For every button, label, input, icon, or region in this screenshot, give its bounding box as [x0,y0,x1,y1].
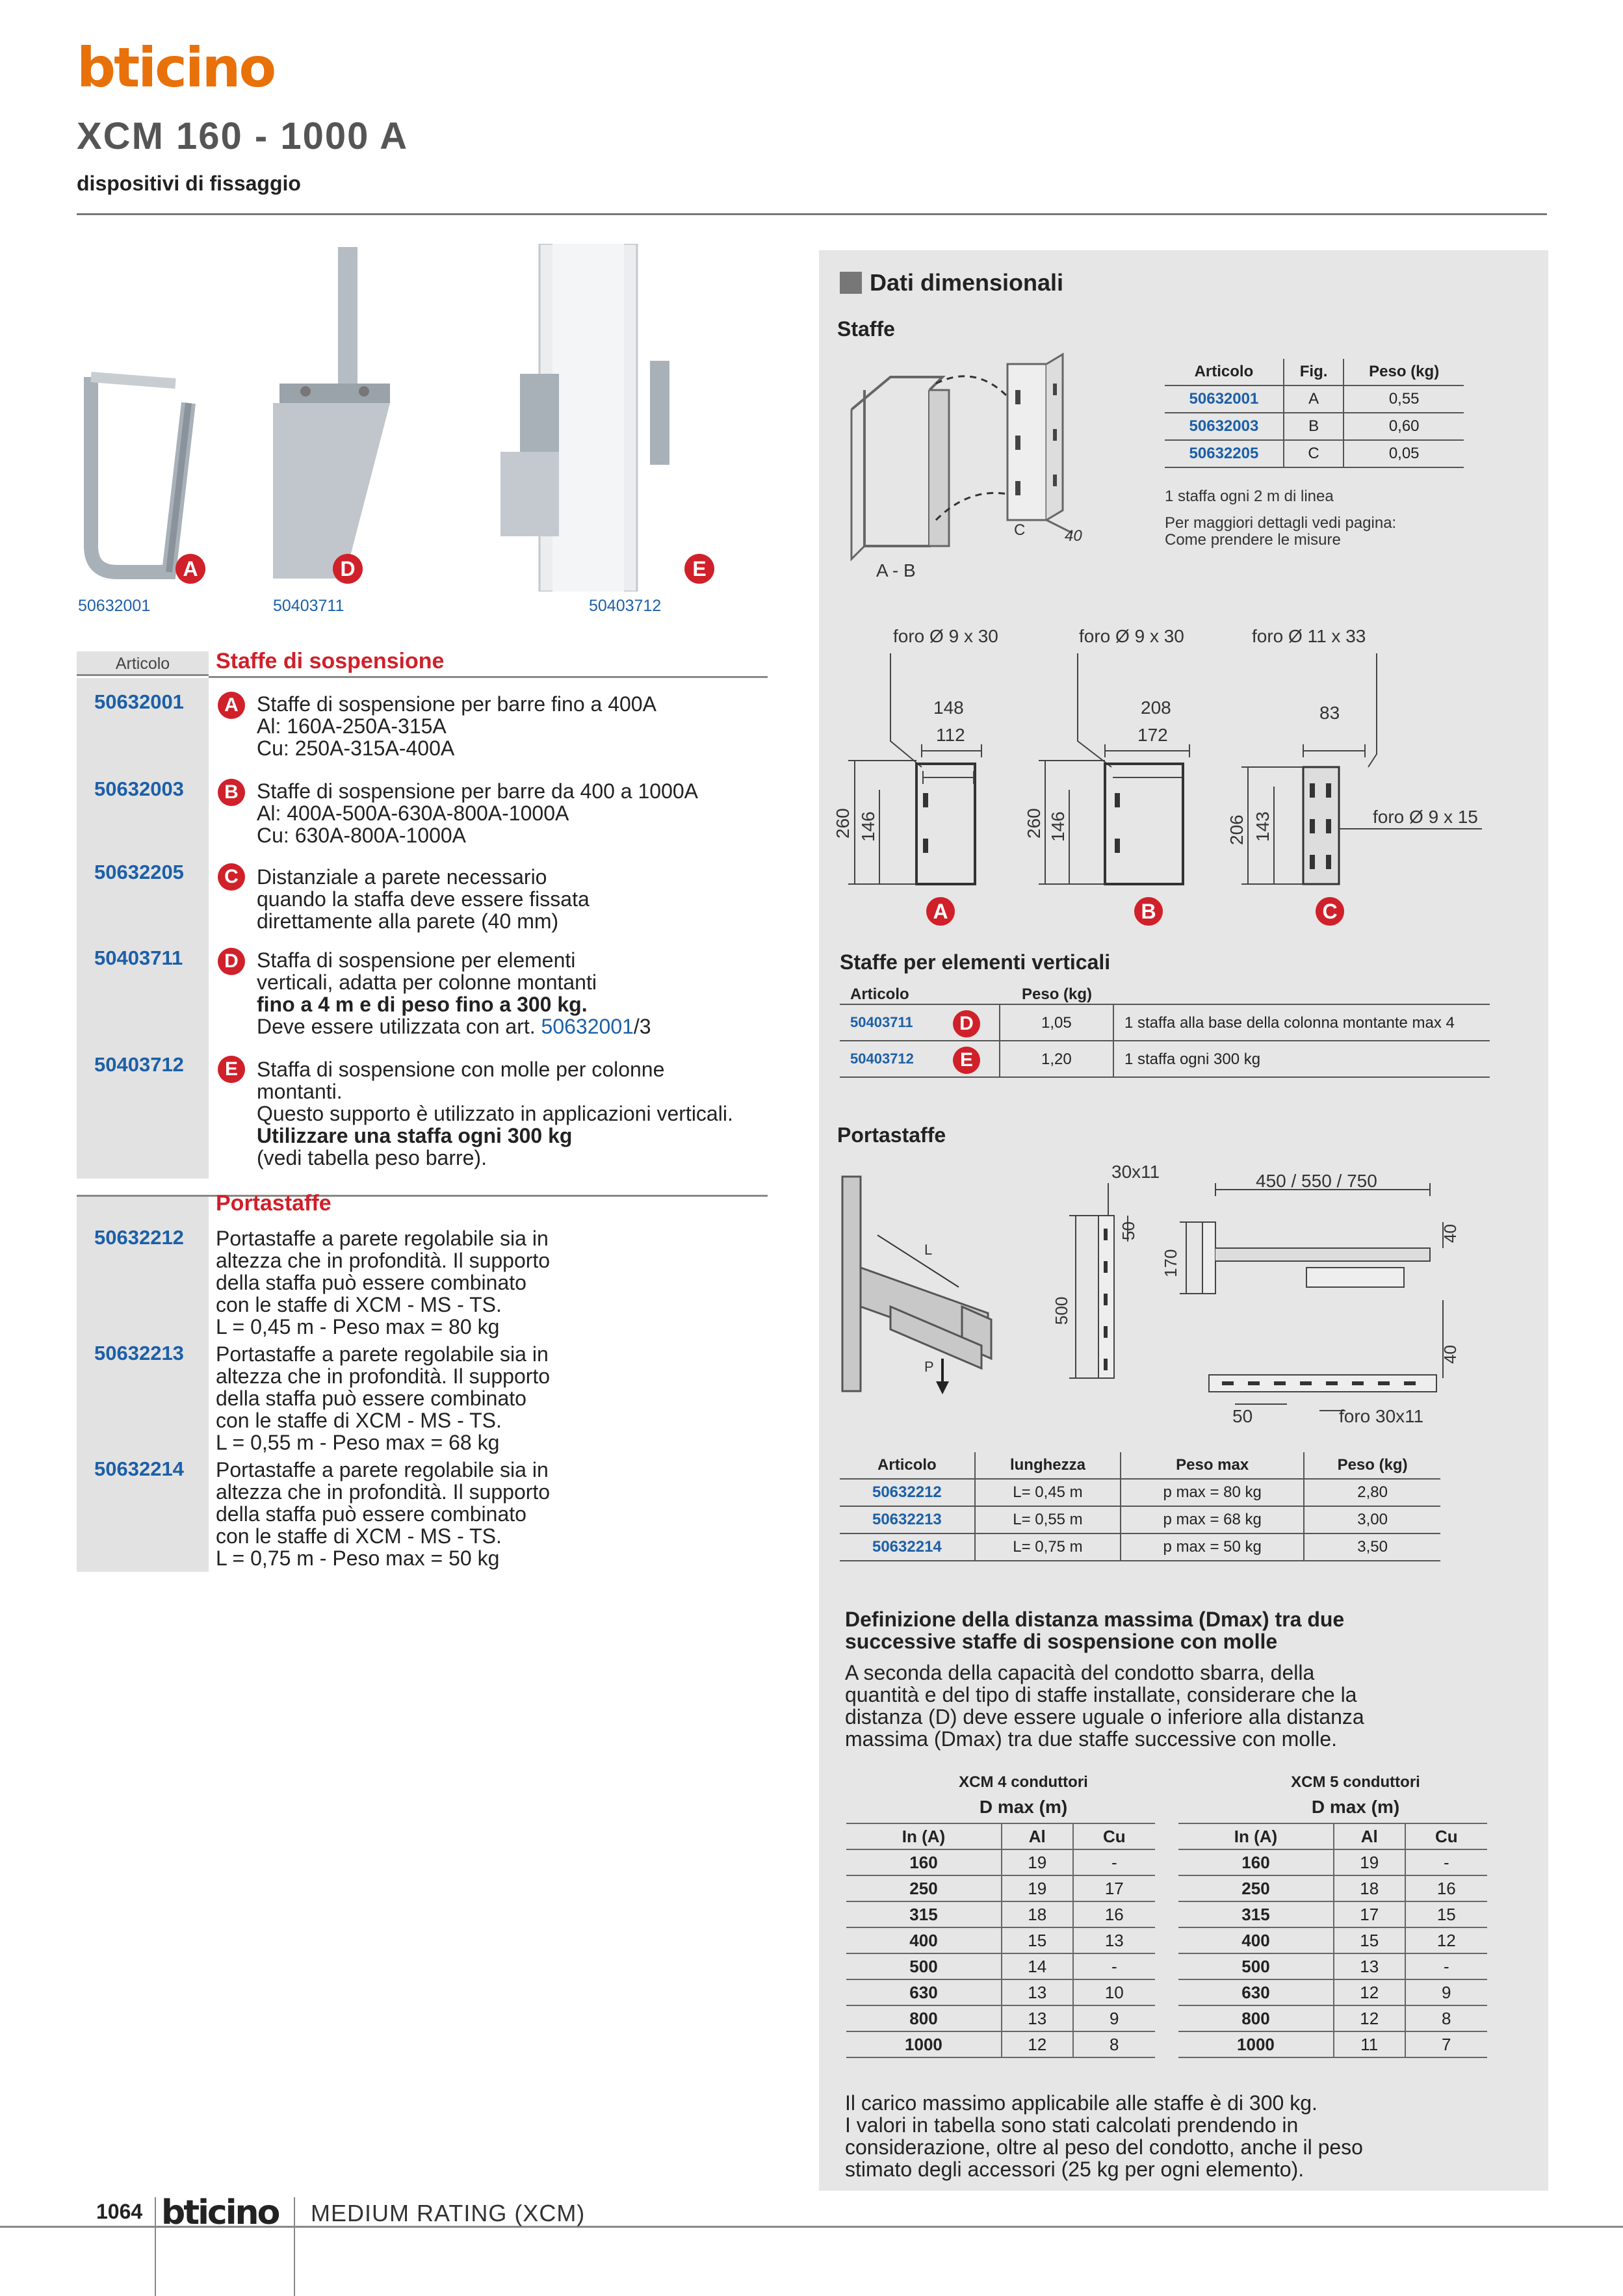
cell: L= 0,55 m [975,1506,1121,1533]
table-row [1178,2031,1487,2057]
table-header-row [846,1823,1155,1849]
cell-badge: D [953,1010,980,1037]
staffe-item-desc: Staffe di sospensione per barre da 400 a 1000A Al: 400A-500A-630A-800A-1000A Cu: 630A-800A-1000A [257,779,699,847]
cell: 3,50 [1304,1533,1440,1561]
header-rule [77,213,1547,215]
portastaffe-item-code[interactable]: 50632213 [94,1342,184,1364]
table-row [846,1927,1155,1953]
cu-cell: 15 [1405,1901,1487,1927]
dim-a-w2: 112 [936,725,965,745]
page-number: 1064 [96,2200,143,2223]
page-subtitle: dispositivi di fissaggio [77,172,301,195]
in-cell: 315 [1178,1901,1334,1927]
in-cell: 630 [846,1979,1002,2005]
table-row [840,1479,1440,1506]
staffe-code-column [77,678,209,1179]
vert-table [840,982,1490,1078]
table-row [1178,1901,1487,1927]
al-cell: 15 [1334,1927,1405,1953]
portastaffe-table [840,1452,1440,1561]
th: Articolo [1165,359,1284,385]
table-row [846,1849,1155,1875]
cell[interactable]: 50403712 [850,1050,914,1067]
photo-code-e[interactable]: 50403712 [589,597,662,615]
table-row [840,1506,1440,1533]
photo-a [71,364,201,585]
cell[interactable]: 50632205 [1165,440,1284,467]
al-cell: 13 [1002,1979,1073,2005]
cu-cell: - [1073,1953,1155,1979]
cell: 3,00 [1304,1506,1440,1533]
portastaffe-code-column [77,1197,209,1572]
th: Fig. [1284,359,1344,385]
table-row [1165,440,1464,467]
in-cell: 1000 [1178,2031,1334,2057]
al-cell: 12 [1002,2031,1073,2057]
in-cell: 630 [1178,1979,1334,2005]
cell-badge: E [953,1047,980,1074]
table-row [846,1901,1155,1927]
dmax-title: Definizione della distanza massima (Dmax) tra due successive staffe di sospensione con molle [845,1608,1345,1653]
ps-dim-d7: 40 [1440,1345,1460,1364]
dim-c-foro: foro Ø 11 x 33 [1252,626,1366,646]
table-row [840,1533,1440,1561]
table-row [846,1875,1155,1901]
cell: 0,60 [1344,413,1464,440]
table-row [1178,2005,1487,2031]
dim-b-foro: foro Ø 9 x 30 [1079,626,1184,646]
cu-cell: - [1405,1953,1487,1979]
dmax-table-4 [846,1773,1155,2058]
table-row [846,2031,1155,2057]
ps-dim-d3: 50 [1119,1221,1138,1240]
al-cell: 19 [1002,1875,1073,1901]
dim-a-h2: 146 [858,811,878,842]
fig-40-label: 40 [1065,527,1082,545]
ps-dim-d5: 40 [1440,1224,1460,1243]
al-cell: 19 [1002,1849,1073,1875]
cell: 1,20 [1041,1050,1072,1068]
staffa-d-illustration [266,247,409,585]
staffe-item-badge-d: D [218,948,245,975]
footer-logo: bticino [161,2193,279,2232]
cell: A [1284,385,1344,413]
dim-badge-c: C [1316,897,1344,926]
table-row [846,1979,1155,2005]
vert-title: Staffe per elementi verticali [840,950,1111,974]
th: Peso (kg) [1022,985,1093,1003]
al-cell: 12 [1334,2005,1405,2031]
cell[interactable]: 50632214 [840,1533,975,1561]
staffe-item-desc-d: Staffa di sospensione per elementi verticali, adatta per colonne montanti fino a 4 m e di peso fino a 300 kg. Deve essere utilizzata con art. 50632001/3 [257,948,651,1038]
dmax5-sub: D max (m) [1311,1797,1400,1817]
cu-cell: 16 [1405,1875,1487,1901]
final-note: Il carico massimo applicabile alle staffe è di 300 kg. I valori in tabella sono stati calcolati prendendo in considerazione, oltre al peso del condotto, anche il peso stimato degli accessori (25 kg per ogni elemento). [845,2091,1363,2181]
fig-ab-label: A - B [876,560,916,581]
dmax-text: A seconda della capacità del condotto sbarra, della quantità e del tipo di staffe installate, considerare che la distanza (D) deve essere uguale o inferiore alla distanza massima (Dmax) tra due staffe successive con molle. [845,1661,1364,1751]
cu-cell: 8 [1073,2031,1155,2057]
photo-code-a[interactable]: 50632001 [78,597,151,615]
cell: 0,55 [1344,385,1464,413]
in-cell: 1000 [846,2031,1002,2057]
th: In (A) [1178,1823,1334,1849]
al-cell: 13 [1334,1953,1405,1979]
staffe-item-code-d[interactable]: 50403711 [94,946,183,969]
cell: p max = 50 kg [1121,1533,1304,1561]
ps-dim-d8: 50 [1232,1406,1253,1426]
staffe-weight-table [1165,359,1464,468]
th: Al [1334,1823,1405,1849]
cu-cell: 16 [1073,1901,1155,1927]
dim-badge-a: A [926,897,955,926]
staffe-item-code[interactable]: 50632001 [94,690,184,713]
in-cell: 160 [846,1849,1002,1875]
ref-link[interactable]: 50632001 [541,1015,634,1038]
cell: 0,05 [1344,440,1464,467]
cell: L= 0,75 m [975,1533,1121,1561]
dim-b-h2: 146 [1048,811,1068,842]
al-cell: 18 [1334,1875,1405,1901]
th: Cu [1405,1823,1487,1849]
table-row [846,1953,1155,1979]
dim-b-w2: 172 [1137,725,1168,745]
al-cell: 14 [1002,1953,1073,1979]
cu-cell: 17 [1073,1875,1155,1901]
ps-dim-d2: 450 / 550 / 750 [1256,1171,1377,1191]
th: Peso (kg) [1304,1452,1440,1479]
table-row [1178,1979,1487,2005]
staffe-item-code-e[interactable]: 50403712 [94,1053,184,1076]
fig-c-label: C [1014,521,1026,539]
dim-a-w1: 148 [933,698,964,718]
cu-cell: 8 [1405,2005,1487,2031]
table-row [1178,1927,1487,1953]
staffe-item-desc: Staffe di sospensione per barre fino a 400A Al: 160A-250A-315A Cu: 250A-315A-400A [257,692,656,760]
th: Al [1002,1823,1073,1849]
footer-section: MEDIUM RATING (XCM) [311,2200,586,2226]
cell[interactable]: 50403711 [850,1014,913,1030]
dim-a-foro: foro Ø 9 x 30 [893,626,998,646]
dim-c-side: foro Ø 9 x 15 [1373,807,1478,827]
staffe-item-badge-e: E [218,1056,245,1083]
staffa-e-illustration [494,244,689,592]
cu-cell: 10 [1073,1979,1155,2005]
staffe-dimension-drawings [825,624,1540,936]
al-cell: 17 [1334,1901,1405,1927]
staffe-item-badge: A [218,692,245,719]
cu-cell: 9 [1405,1979,1487,2005]
cu-cell: - [1405,1849,1487,1875]
cell: 1 staffa alla base della colonna montante max 4 [1124,1014,1455,1032]
cell[interactable]: 50632003 [1165,413,1284,440]
cu-cell: 13 [1073,1927,1155,1953]
table-row [1178,1953,1487,1979]
staffe-item-desc-e: Staffa di sospensione con molle per colonne montanti. Questo supporto è utilizzato in applicazioni verticali. Utilizzare una staffa ogni 300 kg (vedi tabella peso barre). [257,1058,733,1169]
cell: p max = 80 kg [1121,1479,1304,1506]
cell: 1 staffa ogni 300 kg [1124,1050,1261,1068]
al-cell: 13 [1002,2005,1073,2031]
cu-cell: 12 [1405,1927,1487,1953]
cell: C [1284,440,1344,467]
dim-c-h1: 206 [1227,815,1247,845]
photo-badge-d: D [333,554,363,584]
cell: 2,80 [1304,1479,1440,1506]
staffe-item-code[interactable]: 50632003 [94,777,184,800]
dim-c-h2: 143 [1253,811,1273,842]
staffe-section-title: Staffe di sospensione [216,649,445,673]
cu-cell: - [1073,1849,1155,1875]
in-cell: 500 [846,1953,1002,1979]
portastaffe-item-code[interactable]: 50632214 [94,1457,184,1480]
dim-badge-b: B [1134,897,1163,926]
al-cell: 18 [1002,1901,1073,1927]
table-row [846,2005,1155,2031]
table-row [840,1041,1490,1078]
portastaffe-item-desc: Portastaffe a parete regolabile sia in altezza che in profondità. Il supporto della staffa può essere combinato con le staffe di XCM - MS - TS. L = 0,75 m - Peso max = 50 kg [216,1458,551,1570]
in-cell: 315 [846,1901,1002,1927]
dati-square-icon [840,272,862,294]
table-row [1165,413,1464,440]
th: Articolo [840,1452,975,1479]
dim-c-w1: 83 [1319,703,1340,723]
ps-dim-d4: 170 [1161,1249,1180,1277]
cell: L= 0,45 m [975,1479,1121,1506]
table-row [1178,1849,1487,1875]
photo-badge-e: E [684,554,714,584]
dati-title: Dati dimensionali [870,269,1064,296]
dmax4-title: XCM 4 conduttori [959,1773,1088,1791]
articolo-header-cell: Articolo [77,651,209,676]
dmax-table-5 [1178,1773,1487,2058]
staffe-item-desc: Distanziale a parete necessario quando la staffa deve essere fissata direttamente alla parete (40 mm) [257,865,590,933]
th: lunghezza [975,1452,1121,1479]
cell: B [1284,413,1344,440]
ps-l-label: L [924,1242,933,1258]
portastaffe-item-code[interactable]: 50632212 [94,1226,184,1249]
in-cell: 500 [1178,1953,1334,1979]
in-cell: 400 [1178,1927,1334,1953]
table-header-row [1178,1823,1487,1849]
footer-divider-1 [155,2197,156,2296]
cu-cell: 9 [1073,2005,1155,2031]
in-cell: 800 [846,2005,1002,2031]
in-cell: 250 [846,1875,1002,1901]
staffa-a-illustration [71,364,201,585]
ps-dim-d1: 30x11 [1111,1162,1160,1182]
in-cell: 400 [846,1927,1002,1953]
dmax4-sub: D max (m) [979,1797,1068,1817]
in-cell: 250 [1178,1875,1334,1901]
staffe-item-badge: C [218,863,245,891]
dim-a-h1: 260 [833,808,853,839]
photo-d [266,247,409,585]
portastaffe-drawings [832,1157,1482,1430]
staffe-label: Staffe [837,317,895,341]
cell[interactable]: 50632001 [1165,385,1284,413]
portastaffe-label: Portastaffe [837,1123,946,1147]
articolo-header-rule [209,676,768,678]
cell[interactable]: 50632213 [840,1506,975,1533]
cell: 1,05 [1041,1014,1072,1032]
cell[interactable]: 50632212 [840,1479,975,1506]
al-cell: 19 [1334,1849,1405,1875]
staffe-note-1: 1 staffa ogni 2 m di linea [1165,488,1334,505]
brand-logo: bticino [77,36,275,99]
footer-divider-2 [294,2197,295,2296]
photo-e [494,244,689,592]
th: In (A) [846,1823,1002,1849]
th: Peso (kg) [1344,359,1464,385]
dim-b-h1: 260 [1024,808,1044,839]
staffe-item-code[interactable]: 50632205 [94,861,184,883]
staffe-item-badge: B [218,779,245,806]
ps-dim-d6: 500 [1052,1296,1071,1325]
al-cell: 11 [1334,2031,1405,2057]
portastaffe-item-desc: Portastaffe a parete regolabile sia in altezza che in profondità. Il supporto della staffa può essere combinato con le staffe di XCM - MS - TS. L = 0,45 m - Peso max = 80 kg [216,1227,551,1338]
cell: p max = 68 kg [1121,1506,1304,1533]
table-row [1178,1875,1487,1901]
in-cell: 800 [1178,2005,1334,2031]
portastaffe-item-desc: Portastaffe a parete regolabile sia in altezza che in profondità. Il supporto della staffa può essere combinato con le staffe di XCM - MS - TS. L = 0,55 m - Peso max = 68 kg [216,1342,551,1454]
dmax5-title: XCM 5 conduttori [1291,1773,1420,1791]
staffe-iso-drawing [838,351,1098,585]
staffe-note-2: Per maggiori dettagli vedi pagina: Come prendere le misure [1165,514,1397,549]
dim-b-w1: 208 [1141,698,1171,718]
cu-cell: 7 [1405,2031,1487,2057]
photo-code-d[interactable]: 50403711 [273,597,344,615]
table-row [840,1005,1490,1041]
ps-dim-d9: foro 30x11 [1339,1406,1424,1426]
table-row [1165,385,1464,413]
portastaffe-section-title: Portastaffe [216,1191,331,1216]
th: Peso max [1121,1452,1304,1479]
th: Cu [1073,1823,1155,1849]
in-cell: 160 [1178,1849,1334,1875]
th: Articolo [850,985,909,1003]
photo-badge-a: A [175,554,205,584]
ps-p-label: P [924,1359,934,1375]
al-cell: 12 [1334,1979,1405,2005]
al-cell: 15 [1002,1927,1073,1953]
page-title: XCM 160 - 1000 A [77,115,409,157]
